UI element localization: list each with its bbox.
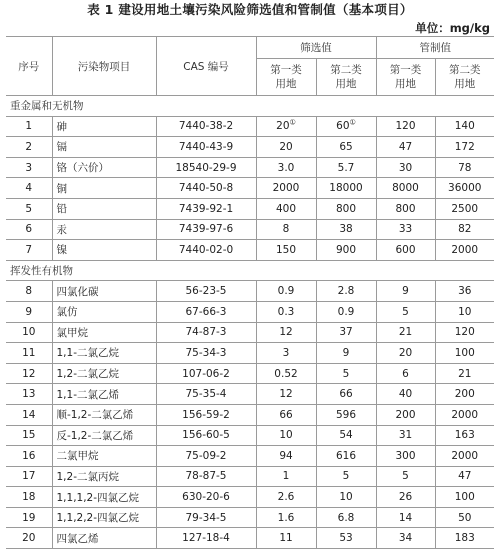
table-row	[6, 219, 494, 240]
table-row	[6, 157, 494, 178]
cell-control-class1: 20	[376, 343, 435, 364]
cell-control-class1: 800	[376, 198, 435, 219]
cell-screening-class2: 38	[316, 219, 376, 240]
cell-screening-class2: 9	[316, 343, 376, 364]
cell-cas: 7439-97-6	[156, 219, 256, 240]
table-row	[6, 404, 494, 425]
cell-cas: 7440-02-0	[156, 240, 256, 261]
cell-cas: 18540-29-9	[156, 157, 256, 178]
cell-screening-class1: 0.52	[256, 363, 316, 384]
cell-pollutant: 1,2-二氯丙烷	[52, 466, 156, 487]
table-row	[6, 178, 494, 199]
cell-control-class1: 47	[376, 137, 435, 158]
cell-screening-class1: 94	[256, 446, 316, 467]
cell-screening-class2: 18000	[316, 178, 376, 199]
cell-control-class1: 200	[376, 404, 435, 425]
cell-control-class1: 6	[376, 363, 435, 384]
cell-cas: 75-09-2	[156, 446, 256, 467]
cell-screening-class2: 616	[316, 446, 376, 467]
cell-index: 4	[6, 178, 52, 199]
group-row	[6, 260, 494, 281]
cell-index: 8	[6, 281, 52, 302]
cell-screening-class2: 5	[316, 363, 376, 384]
cell-control-class1: 5	[376, 466, 435, 487]
cell-screening-class2: 0.9	[316, 301, 376, 322]
cell-index: 11	[6, 343, 52, 364]
cell-index: 7	[6, 240, 52, 261]
cell-control-class1: 600	[376, 240, 435, 261]
cell-cas: 78-87-5	[156, 466, 256, 487]
cell-screening-class1: 11	[256, 528, 316, 549]
cell-screening-class2: 900	[316, 240, 376, 261]
cell-screening-class1: 8	[256, 219, 316, 240]
cell-pollutant: 氯甲烷	[52, 322, 156, 343]
header-row-1	[6, 37, 494, 59]
unit-label: 单位：mg/kg	[415, 21, 490, 35]
cell-control-class1: 21	[376, 322, 435, 343]
cell-control-class2: 36	[435, 281, 494, 302]
cell-cas: 7440-38-2	[156, 116, 256, 137]
cell-screening-class1: 3	[256, 343, 316, 364]
cell-cas: 75-34-3	[156, 343, 256, 364]
header-pollutant: 污染物项目	[52, 37, 156, 96]
cell-screening-class2: 2.8	[316, 281, 376, 302]
cell-control-class2: 50	[435, 507, 494, 528]
group-row	[6, 96, 494, 117]
cell-pollutant: 1,1-二氯乙烯	[52, 384, 156, 405]
cell-control-class1: 31	[376, 425, 435, 446]
cell-pollutant: 铜	[52, 178, 156, 199]
cell-pollutant: 铬（六价）	[52, 157, 156, 178]
cell-control-class2: 2000	[435, 240, 494, 261]
cell-index: 12	[6, 363, 52, 384]
cell-control-class2: 36000	[435, 178, 494, 199]
cell-control-class2: 21	[435, 363, 494, 384]
cell-index: 5	[6, 198, 52, 219]
cell-screening-class2: 66	[316, 384, 376, 405]
cell-control-class2: 47	[435, 466, 494, 487]
cell-control-class1: 34	[376, 528, 435, 549]
cell-screening-class1: 12	[256, 322, 316, 343]
cell-control-class2: 2000	[435, 446, 494, 467]
cell-control-class1: 14	[376, 507, 435, 528]
cell-control-class1: 30	[376, 157, 435, 178]
cell-control-class2: 100	[435, 487, 494, 508]
cell-control-class1: 8000	[376, 178, 435, 199]
cell-pollutant: 镍	[52, 240, 156, 261]
cell-cas: 67-66-3	[156, 301, 256, 322]
cell-control-class1: 33	[376, 219, 435, 240]
table-row	[6, 116, 494, 137]
header-screening-class1: 第一类 用地	[256, 59, 316, 96]
table-row	[6, 322, 494, 343]
cell-pollutant: 砷	[52, 116, 156, 137]
table-row	[6, 198, 494, 219]
cell-control-class2: 2000	[435, 404, 494, 425]
header-screening: 筛选值	[256, 37, 376, 59]
cell-screening-class2: 65	[316, 137, 376, 158]
cell-screening-class1: 1.6	[256, 507, 316, 528]
cell-pollutant: 1,1-二氯乙烷	[52, 343, 156, 364]
cell-pollutant: 顺-1,2-二氯乙烯	[52, 404, 156, 425]
cell-screening-class1: 1	[256, 466, 316, 487]
cell-cas: 74-87-3	[156, 322, 256, 343]
cell-control-class2: 2500	[435, 198, 494, 219]
cell-screening-class2: 37	[316, 322, 376, 343]
table-row	[6, 281, 494, 302]
table-row	[6, 363, 494, 384]
cell-index: 14	[6, 404, 52, 425]
cell-cas: 7440-43-9	[156, 137, 256, 158]
cell-control-class2: 200	[435, 384, 494, 405]
cell-screening-class1: 150	[256, 240, 316, 261]
header-index: 序号	[6, 37, 52, 96]
cell-cas: 156-59-2	[156, 404, 256, 425]
cell-index: 2	[6, 137, 52, 158]
header-cas: CAS 编号	[156, 37, 256, 96]
cell-cas: 630-20-6	[156, 487, 256, 508]
cell-index: 19	[6, 507, 52, 528]
cell-screening-class1: 3.0	[256, 157, 316, 178]
cell-screening-class2: 10	[316, 487, 376, 508]
header-control-class2: 第二类 用地	[435, 59, 494, 96]
cell-screening-class1: 400	[256, 198, 316, 219]
table-row	[6, 507, 494, 528]
cell-index: 9	[6, 301, 52, 322]
cell-screening-class2: 5.7	[316, 157, 376, 178]
cell-screening-class1: 20	[256, 137, 316, 158]
cell-cas: 7440-50-8	[156, 178, 256, 199]
table-row	[6, 137, 494, 158]
cell-pollutant: 二氯甲烷	[52, 446, 156, 467]
cell-cas: 79-34-5	[156, 507, 256, 528]
cell-control-class2: 10	[435, 301, 494, 322]
cell-index: 13	[6, 384, 52, 405]
cell-screening-class1: 0.9	[256, 281, 316, 302]
header-control: 管制值	[376, 37, 494, 59]
cell-index: 3	[6, 157, 52, 178]
table-row	[6, 343, 494, 364]
cell-cas: 56-23-5	[156, 281, 256, 302]
table-row	[6, 425, 494, 446]
cell-index: 10	[6, 322, 52, 343]
cell-pollutant: 铅	[52, 198, 156, 219]
header-screening-class2: 第二类 用地	[316, 59, 376, 96]
cell-cas: 107-06-2	[156, 363, 256, 384]
cell-screening-class1: 2000	[256, 178, 316, 199]
cell-screening-class2: 5	[316, 466, 376, 487]
footnote-marker: ①	[289, 118, 296, 127]
cell-control-class2: 183	[435, 528, 494, 549]
footnote-marker: ①	[349, 118, 356, 127]
cell-screening-class1: 2.6	[256, 487, 316, 508]
cell-control-class2: 82	[435, 219, 494, 240]
cell-control-class1: 9	[376, 281, 435, 302]
cell-screening-class1: 10	[256, 425, 316, 446]
cell-index: 18	[6, 487, 52, 508]
cell-screening-class2: 800	[316, 198, 376, 219]
cell-cas: 156-60-5	[156, 425, 256, 446]
table-body	[6, 96, 494, 549]
cell-control-class1: 5	[376, 301, 435, 322]
cell-cas: 75-35-4	[156, 384, 256, 405]
cell-pollutant: 1,1,2,2-四氯乙烷	[52, 507, 156, 528]
cell-control-class2: 100	[435, 343, 494, 364]
group-label: 重金属和无机物	[6, 96, 494, 117]
table-row	[6, 301, 494, 322]
cell-screening-class2: 6.8	[316, 507, 376, 528]
cell-control-class1: 40	[376, 384, 435, 405]
cell-pollutant: 四氯化碳	[52, 281, 156, 302]
cell-pollutant: 1,2-二氯乙烷	[52, 363, 156, 384]
cell-cas: 127-18-4	[156, 528, 256, 549]
cell-screening-class2: 54	[316, 425, 376, 446]
cell-index: 17	[6, 466, 52, 487]
cell-screening-class1: 66	[256, 404, 316, 425]
cell-pollutant: 氯仿	[52, 301, 156, 322]
header-control-class1: 第一类 用地	[376, 59, 435, 96]
cell-control-class2: 78	[435, 157, 494, 178]
cell-control-class1: 26	[376, 487, 435, 508]
cell-control-class2: 120	[435, 322, 494, 343]
cell-index: 16	[6, 446, 52, 467]
table-row	[6, 487, 494, 508]
cell-index: 1	[6, 116, 52, 137]
cell-screening-class1: 20①	[256, 116, 316, 137]
soil-standards-table	[6, 36, 494, 549]
cell-screening-class2: 53	[316, 528, 376, 549]
cell-screening-class2: 596	[316, 404, 376, 425]
cell-pollutant: 1,1,1,2-四氯乙烷	[52, 487, 156, 508]
table-row	[6, 446, 494, 467]
cell-pollutant: 汞	[52, 219, 156, 240]
group-label: 挥发性有机物	[6, 260, 494, 281]
cell-pollutant: 四氯乙烯	[52, 528, 156, 549]
cell-index: 15	[6, 425, 52, 446]
table-title: 表 1 建设用地土壤污染风险筛选值和管制值（基本项目）	[87, 2, 413, 17]
cell-pollutant: 反-1,2-二氯乙烯	[52, 425, 156, 446]
table-row	[6, 240, 494, 261]
table-row	[6, 466, 494, 487]
table-row	[6, 528, 494, 549]
cell-screening-class2: 60①	[316, 116, 376, 137]
cell-index: 20	[6, 528, 52, 549]
cell-control-class1: 120	[376, 116, 435, 137]
cell-pollutant: 镉	[52, 137, 156, 158]
table-row	[6, 384, 494, 405]
cell-control-class2: 172	[435, 137, 494, 158]
cell-control-class2: 140	[435, 116, 494, 137]
cell-screening-class1: 0.3	[256, 301, 316, 322]
cell-screening-class1: 12	[256, 384, 316, 405]
cell-control-class1: 300	[376, 446, 435, 467]
cell-cas: 7439-92-1	[156, 198, 256, 219]
cell-index: 6	[6, 219, 52, 240]
cell-control-class2: 163	[435, 425, 494, 446]
